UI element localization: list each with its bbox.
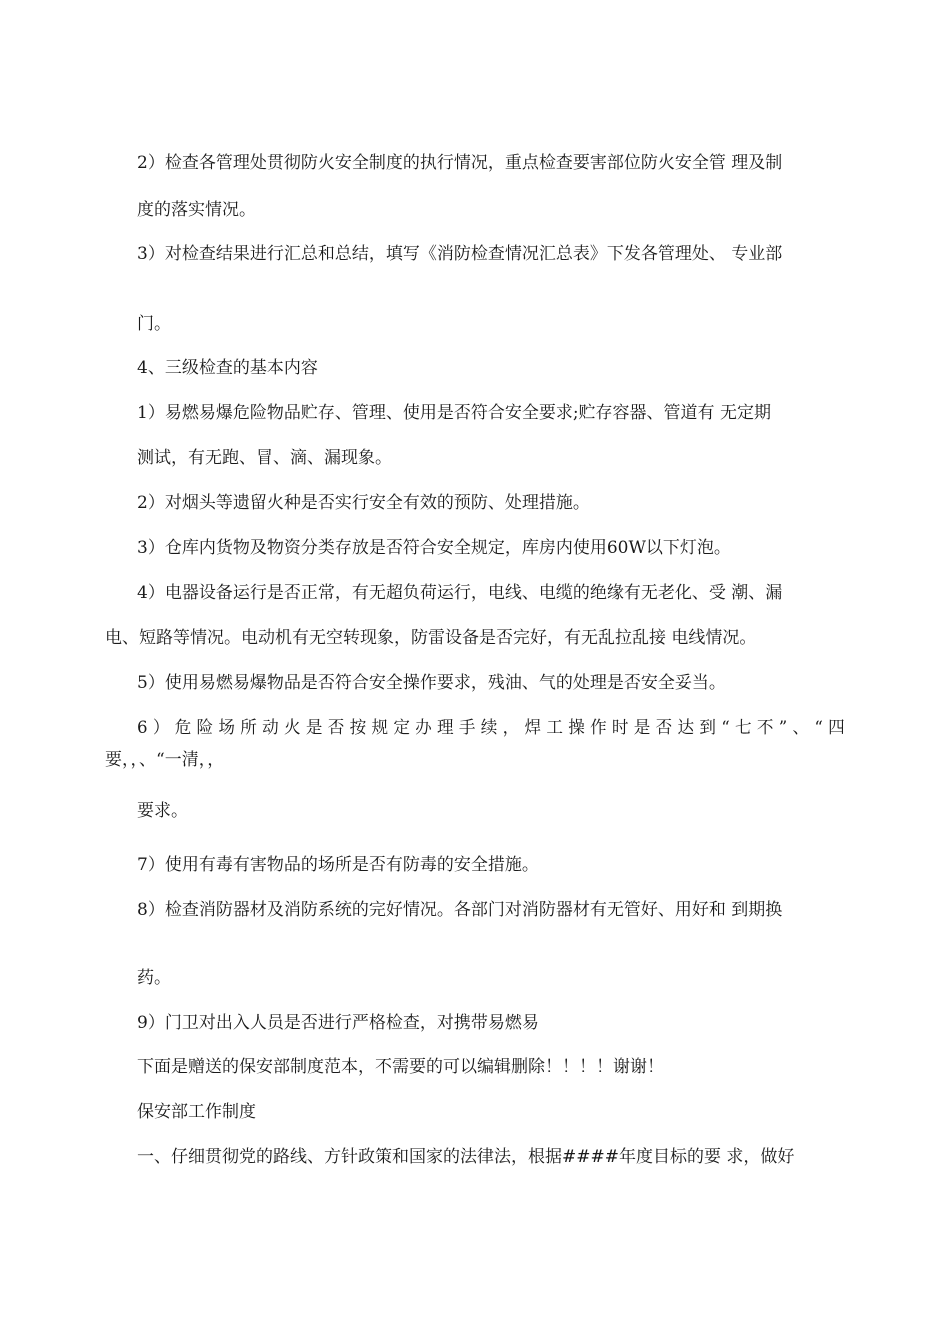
item-3-line-2: 门。	[137, 314, 171, 334]
check-3-line: 3）仓库内货物及物资分类存放是否符合安全规定，库房内使用60W以下灯泡。	[137, 538, 731, 558]
security-dept-title: 保安部工作制度	[137, 1102, 256, 1122]
item-3-line-1: 3）对检查结果进行汇总和总结，填写《消防检查情况汇总表》下发各管理处、 专业部	[137, 244, 783, 264]
check-9-line: 9）门卫对出入人员是否进行严格检查，对携带易燃易	[137, 1013, 539, 1033]
check-1-line-1: 1）易燃易爆危险物品贮存、管理、使用是否符合安全要求;贮存容器、管道有 无定期	[137, 403, 771, 423]
item-2-line-1: 2）检查各管理处贯彻防火安全制度的执行情况，重点检查要害部位防火安全管 理及制	[137, 153, 783, 173]
check-6-line-3: 要求。	[137, 801, 188, 821]
check-6-line-1: 6）危险场所动火是否按规定办理手续，焊工操作时是否达到“七不”、“四	[137, 718, 850, 738]
check-8-line-1: 8）检查消防器材及消防系统的完好情况。各部门对消防器材有无管好、用好和 到期换	[137, 900, 783, 920]
check-5-line: 5）使用易燃易爆物品是否符合安全操作要求，残油、气的处理是否安全妥当。	[137, 673, 726, 693]
section-4-heading: 4、三级检查的基本内容	[137, 358, 318, 378]
check-2-line: 2）对烟头等遗留火种是否实行安全有效的预防、处理措施。	[137, 493, 590, 513]
check-7-line: 7）使用有毒有害物品的场所是否有防毒的安全措施。	[137, 855, 539, 875]
check-4-line-2: 电、短路等情况。电动机有无空转现象，防雷设备是否完好，有无乱拉乱接 电线情况。	[105, 628, 757, 648]
check-6-line-2: 要，，、“一清，，	[105, 750, 225, 770]
check-1-line-2: 测试，有无跑、冒、滴、漏现象。	[137, 448, 392, 468]
item-2-line-2: 度的落实情况。	[137, 200, 256, 220]
rule-1-line: 一、仔细贯彻党的路线、方针政策和国家的法律法，根据####年度目标的要 求，做好	[137, 1147, 795, 1167]
notice-line: 下面是赠送的保安部制度范本，不需要的可以编辑删除！！！！谢谢！	[137, 1057, 664, 1077]
check-4-line-1: 4）电器设备运行是否正常，有无超负荷运行，电线、电缆的绝缘有无老化、受 潮、漏	[137, 583, 783, 603]
check-8-line-2: 药。	[137, 968, 171, 988]
